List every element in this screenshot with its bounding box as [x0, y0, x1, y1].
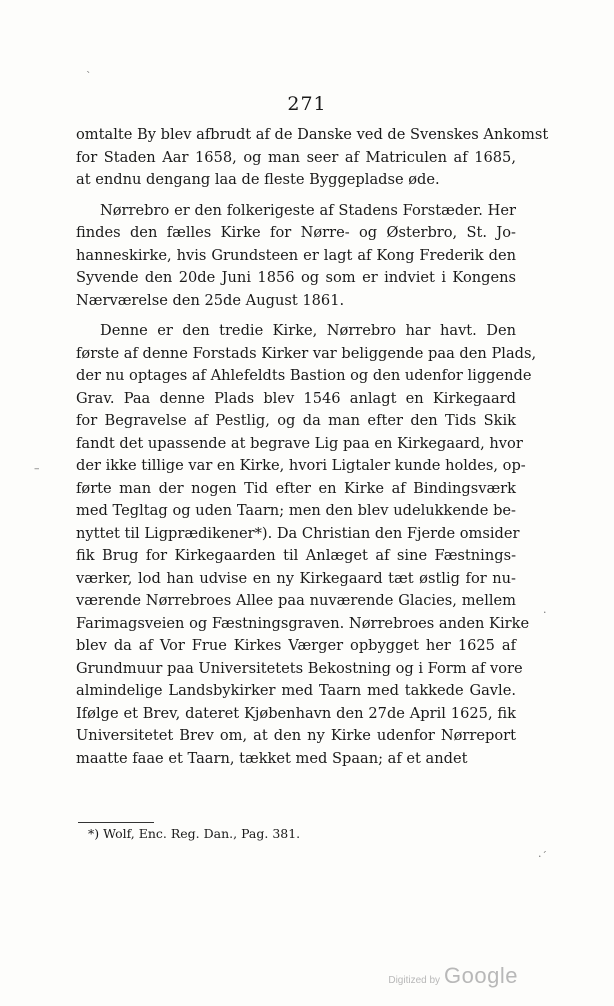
- text-line: hanneskirke, hvis Grundsteen er lagt af Kong Frederik den: [76, 246, 516, 264]
- text-line: Universitetet Brev om, at den ny Kirke udenfor Nørreport: [76, 727, 516, 744]
- text-line: Denne er den tredie Kirke, Nørrebro har havt. Den: [100, 322, 516, 339]
- footnote: *) Wolf, Enc. Reg. Dan., Pag. 381.: [88, 826, 301, 841]
- stray-mark: ˋ: [86, 70, 92, 83]
- watermark-brand: Google: [444, 963, 518, 988]
- text-line: med Tegltag og uden Taarn; men den blev udelukkende be-: [76, 502, 516, 519]
- text-line: førte man der nogen Tid efter en Kirke af Bindingsværk: [76, 479, 516, 497]
- watermark-prefix: Digitized by: [388, 975, 441, 986]
- text-line: findes den fælles Kirke for Nørre- og Østerbro, St. Jo-: [76, 224, 516, 241]
- text-line: omtalte By blev afbrudt af de Danske ved de Svenskes Ankomst: [76, 126, 549, 143]
- text-line: værker, lod han udvise en ny Kirkegaard tæt østlig for nu-: [76, 569, 516, 587]
- text-line: Nærværelse den 25de August 1861.: [76, 291, 345, 309]
- text-line: at endnu dengang laa de fleste Byggepladse øde.: [76, 171, 440, 188]
- paragraph: [76, 320, 537, 770]
- text-line: Ifølge et Brev, dateret Kjøbenhavn den 27de April 1625, fik: [76, 704, 516, 722]
- stray-mark: ·ˊ: [538, 850, 547, 863]
- page-number: 271: [287, 93, 327, 115]
- text-line: for Staden Aar 1658, og man seer af Matriculen af 1685,: [76, 148, 516, 166]
- text-line: fik Brug for Kirkegaarden til Anlæget af sine Fæstnings-: [76, 547, 516, 564]
- paragraph: [76, 200, 516, 313]
- text-line: værende Nørrebroes Allee paa nuværende Glacies, mellem: [76, 592, 516, 609]
- watermark: [388, 963, 518, 989]
- text-line: Grav. Paa denne Plads blev 1546 anlagt en Kirkegaard: [76, 389, 516, 407]
- stray-mark: ·: [543, 606, 547, 619]
- text-line: der ikke tillige var en Kirke, hvori Ligtaler kunde holdes, op-: [76, 457, 526, 474]
- paragraph-gap: [76, 192, 516, 200]
- footnote-rule: [78, 822, 154, 823]
- body-text: [76, 124, 549, 770]
- paragraph: [76, 124, 549, 192]
- text-line: fandt det upassende at begrave Lig paa en Kirkegaard, hvor: [76, 434, 523, 452]
- text-line: blev da af Vor Frue Kirkes Værger opbygget her 1625 af: [76, 637, 516, 654]
- text-line: nyttet til Ligprædikener*). Da Christian den Fjerde omsider: [76, 524, 520, 542]
- text-line: maatte faae et Taarn, tækket med Spaan; af et andet: [76, 749, 468, 767]
- text-line: Nørrebro er den folkerigeste af Stadens Forstæder. Her: [100, 201, 516, 219]
- stray-mark: –: [34, 462, 40, 475]
- text-line: Syvende den 20de Juni 1856 og som er indviet i Kongens: [76, 269, 516, 286]
- text-line: Farimagsveien og Fæstningsgraven. Nørrebroes anden Kirke: [76, 614, 530, 632]
- text-line: almindelige Landsbykirker med Taarn med takkede Gavle.: [76, 682, 516, 699]
- text-line: for Begravelse af Pestlig, og da man efter den Tids Skik: [76, 412, 516, 429]
- text-line: første af denne Forstads Kirker var beliggende paa den Plads,: [76, 344, 537, 362]
- paragraph-gap: [76, 312, 516, 320]
- text-line: der nu optages af Ahlefeldts Bastion og den udenfor liggende: [76, 367, 532, 384]
- text-line: Grundmuur paa Universitetets Bekostning og i Form af vore: [76, 659, 523, 677]
